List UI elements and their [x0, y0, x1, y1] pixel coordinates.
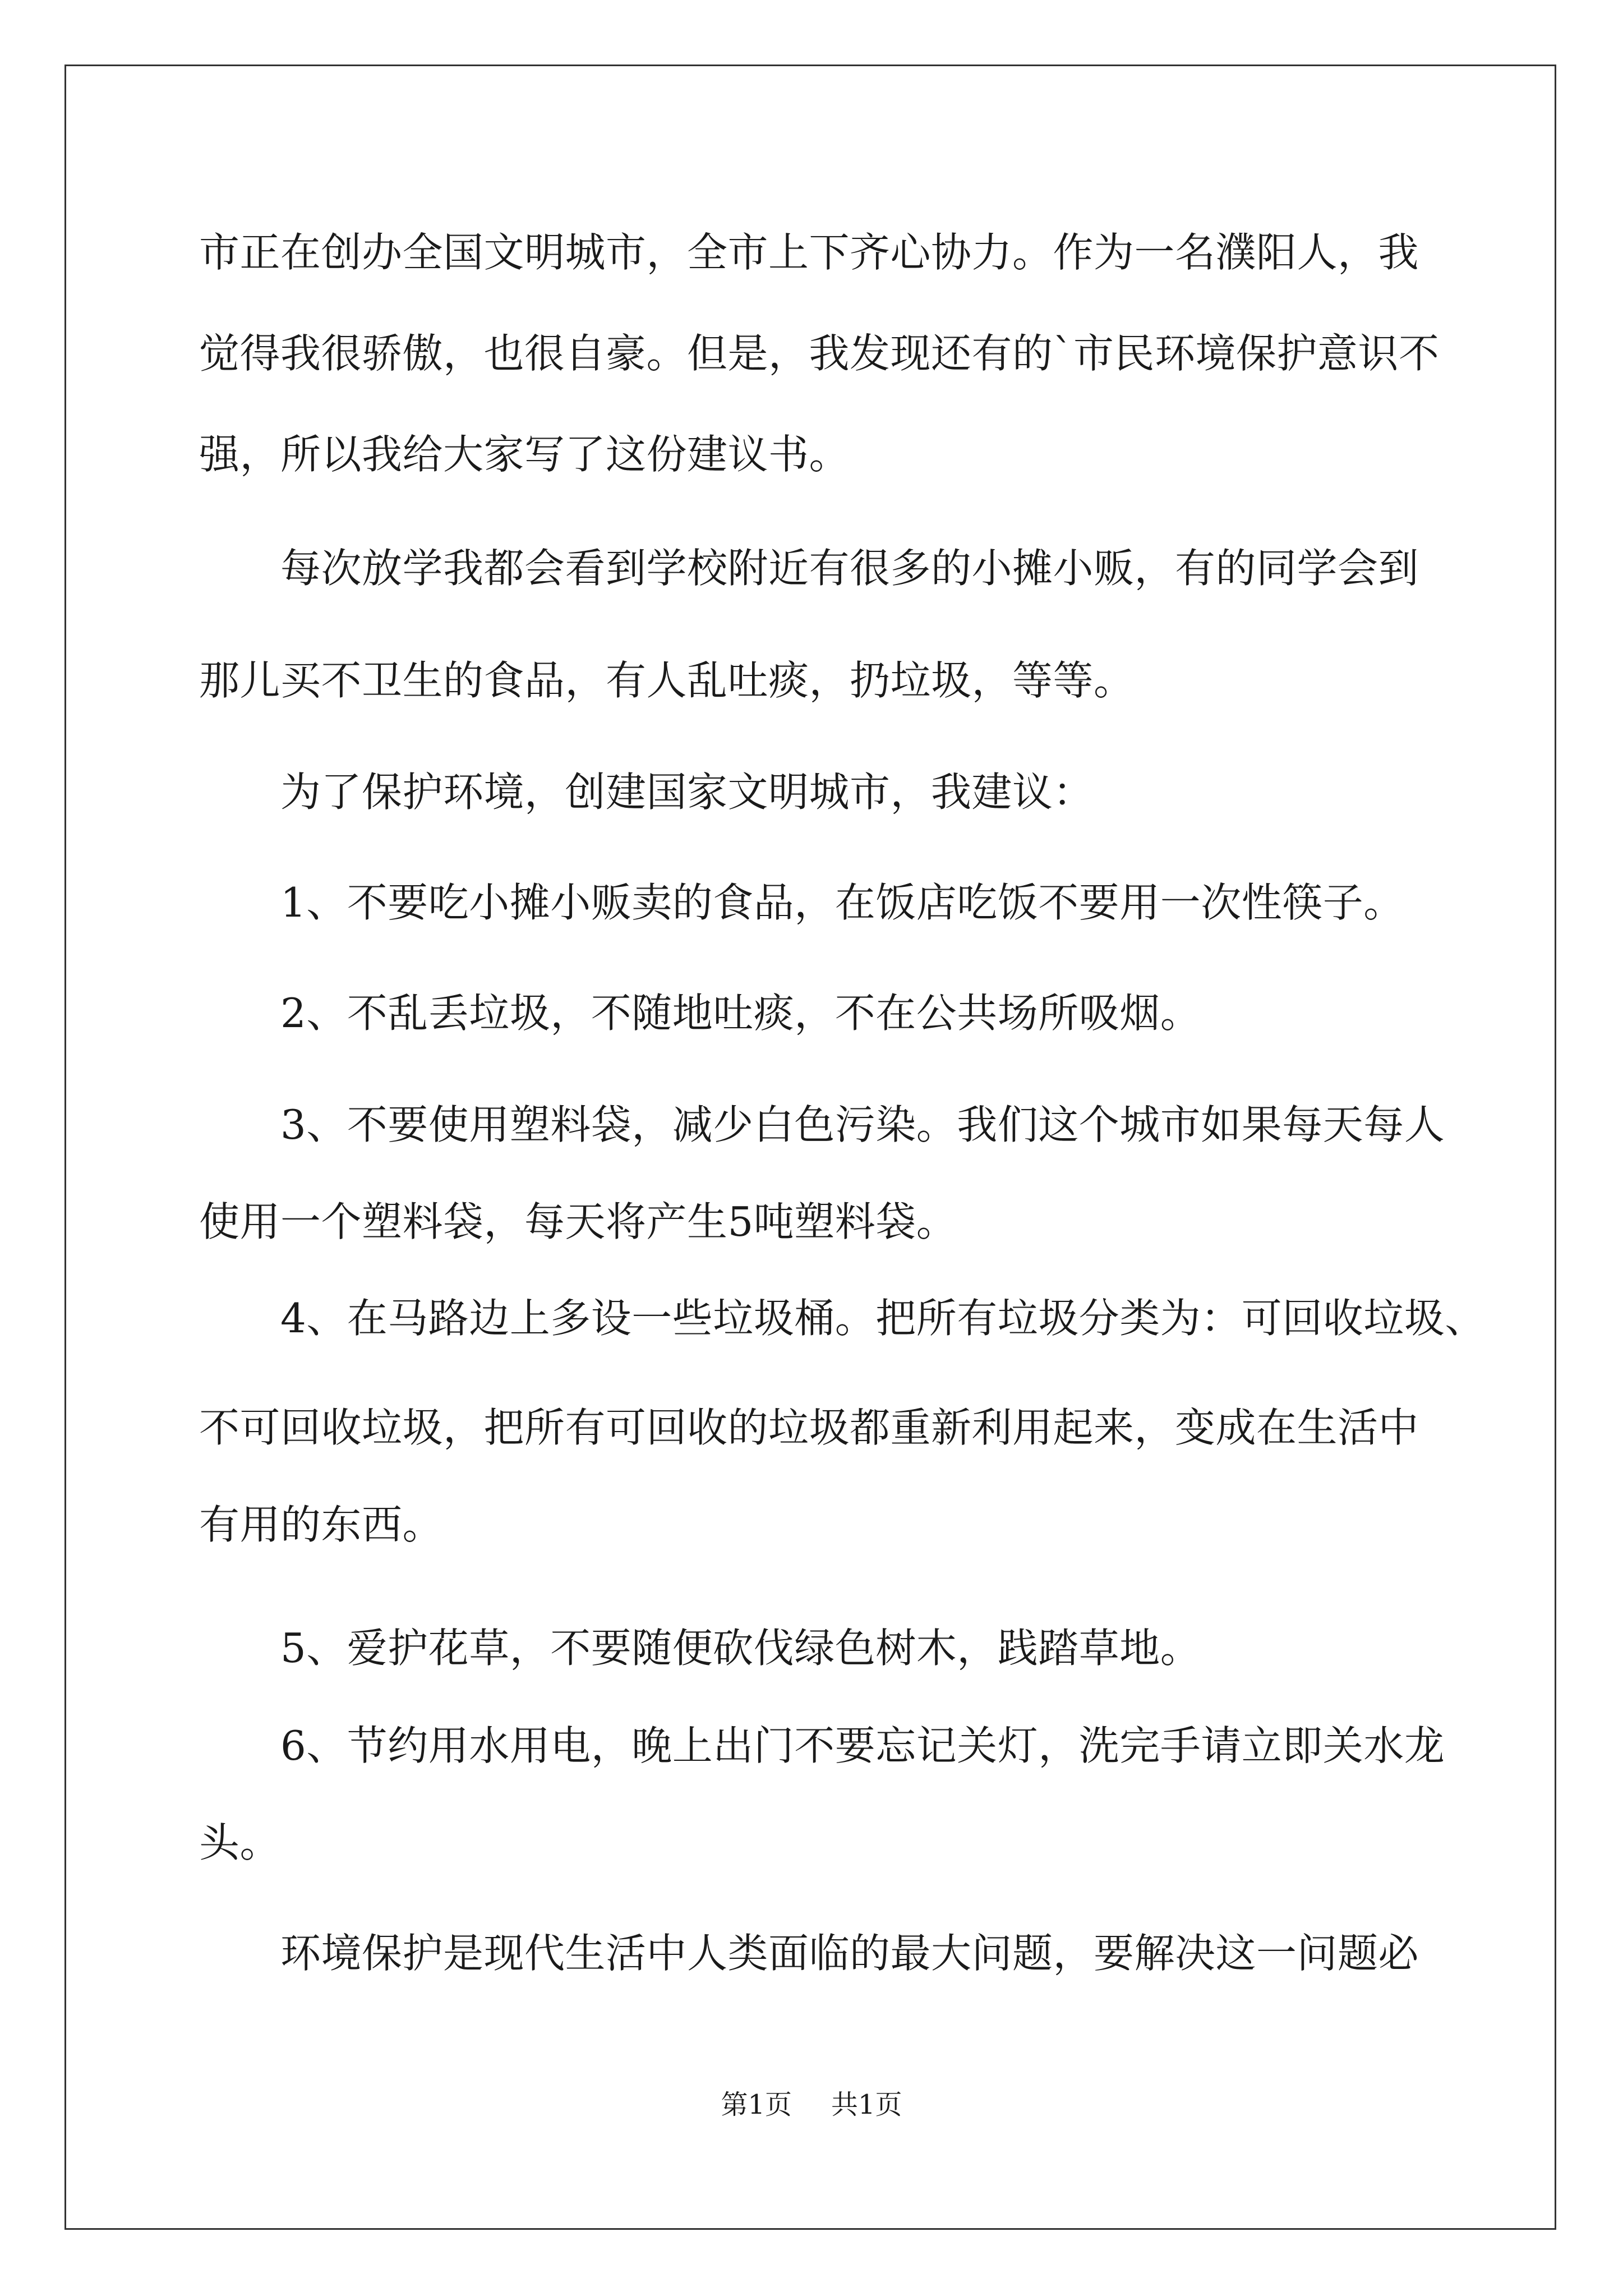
text-line: 市正在创办全国文明城市，全市上下齐心协力。作为一名濮阳人，我	[199, 229, 1419, 276]
text-line: 每次放学我都会看到学校附近有很多的小摊小贩，有的同学会到	[199, 545, 1419, 592]
text-line: 头。	[199, 1819, 281, 1866]
text-line: 强，所以我给大家写了这份建议书。	[199, 431, 850, 478]
text-line: 觉得我很骄傲，也很自豪。但是，我发现还有的`市民环境保护意识不	[199, 330, 1440, 377]
page-total: 共1页	[831, 2089, 902, 2120]
text-line: 1、不要吃小摊小贩卖的食品，在饭店吃饭不要用一次性筷子。	[199, 879, 1404, 926]
page-number: 第1页	[721, 2089, 792, 2120]
text-line: 那儿买不卫生的食品，有人乱吐痰，扔垃圾，等等。	[199, 657, 1135, 704]
text-line: 不可回收垃圾，把所有可回收的垃圾都重新利用起来，变成在生活中	[199, 1404, 1419, 1451]
text-line: 为了保护环境，创建国家文明城市，我建议：	[199, 769, 1094, 816]
text-line: 有用的东西。	[199, 1501, 444, 1548]
text-line: 3、不要使用塑料袋，减少白色污染。我们这个城市如果每天每人	[199, 1101, 1445, 1148]
text-line: 2、不乱丢垃圾，不随地吐痰，不在公共场所吸烟。	[199, 990, 1201, 1037]
text-line: 5、爱护花草，不要随便砍伐绿色树木，践踏草地。	[199, 1625, 1201, 1672]
text-line: 使用一个塑料袋，每天将产生5吨塑料袋。	[199, 1198, 957, 1245]
text-line: 环境保护是现代生活中人类面临的最大问题，要解决这一问题必	[199, 1930, 1419, 1977]
page-footer	[0, 2088, 1623, 2122]
text-line: 6、节约用水用电，晚上出门不要忘记关灯，洗完手请立即关水龙	[199, 1722, 1445, 1769]
text-line: 4、在马路边上多设一些垃圾桶。把所有垃圾分类为：可回收垃圾、	[199, 1295, 1486, 1342]
